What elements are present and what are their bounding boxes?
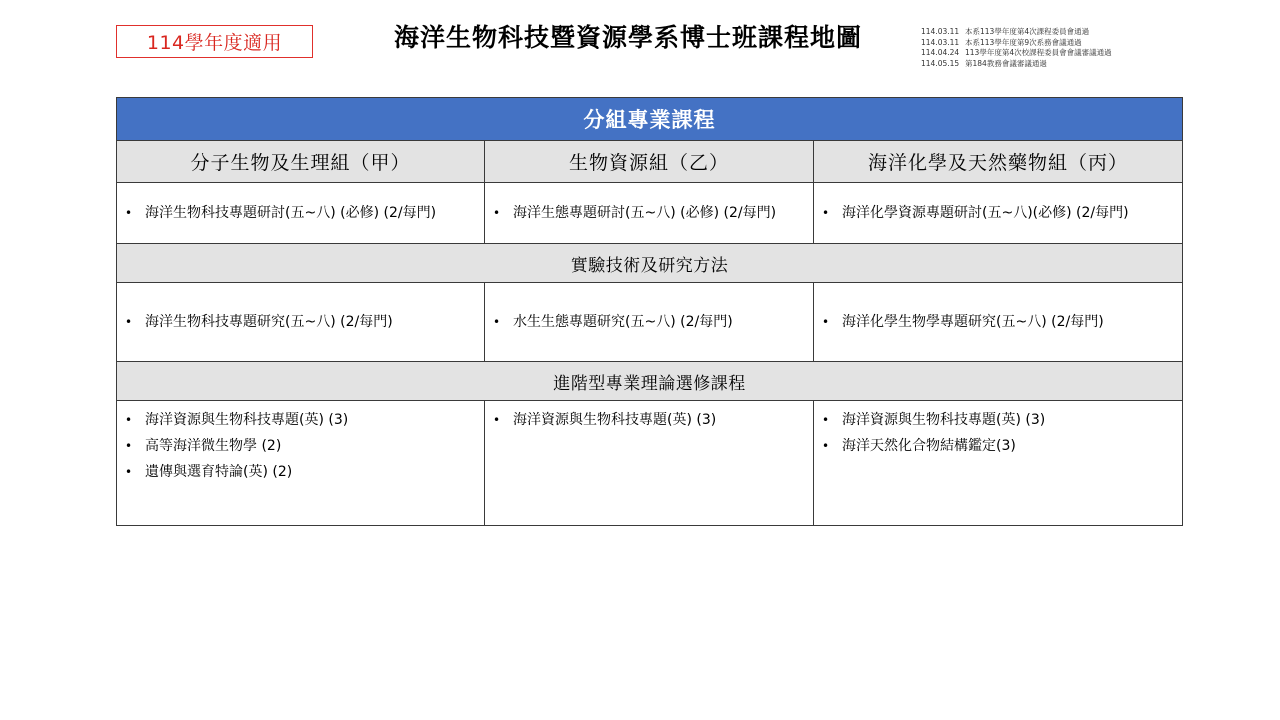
course-item: • 海洋生態專題研討(五~八) (必修) (2/每門) <box>493 200 813 226</box>
course-item: • 海洋資源與生物科技專題(英) (3) <box>125 407 484 433</box>
seminar-cell-a <box>117 183 485 244</box>
elective-cell-c <box>814 401 1183 526</box>
course-item: • 海洋生物科技專題研究(五~八) (2/每門) <box>125 309 484 335</box>
course-item: • 遺傳與選育特論(英) (2) <box>125 459 484 485</box>
approval-date: 114.03.11 <box>921 27 960 36</box>
elective-cell-b <box>485 401 814 526</box>
section-header-electives: 進階型專業理論選修課程 <box>117 362 1183 401</box>
page-title: 海洋生物科技暨資源學系博士班課程地圖 <box>394 23 863 52</box>
course-item: • 海洋資源與生物科技專題(英) (3) <box>493 407 813 433</box>
research-cell-a <box>117 283 485 362</box>
approval-date: 114.03.11 <box>921 37 960 47</box>
approval-history-row <box>921 38 1112 49</box>
approval-note: 本系113學年度第9次系務會議通過 <box>965 37 1082 47</box>
group-header-c: 海洋化學及天然藥物組（丙） <box>814 141 1183 183</box>
course-item: • 海洋化學生物學專題研究(五~八) (2/每門) <box>822 309 1182 335</box>
approval-history-row <box>921 48 1112 59</box>
approval-note: 113學年度第4次校課程委員會會議審議通過 <box>965 48 1112 57</box>
course-item: • 海洋化學資源專題研討(五~八)(必修) (2/每門) <box>822 200 1182 226</box>
academic-year-badge: 114學年度適用 <box>116 25 313 58</box>
course-item: • 海洋天然化合物結構鑑定(3) <box>822 433 1182 459</box>
approval-note: 本系113學年度第4次課程委員會通過 <box>965 27 1090 36</box>
research-cell-b <box>485 283 814 362</box>
course-item: • 水生生態專題研究(五~八) (2/每門) <box>493 309 813 335</box>
approval-history <box>921 27 1112 69</box>
course-item: • 高等海洋微生物學 (2) <box>125 433 484 459</box>
seminar-cell-c <box>814 183 1183 244</box>
approval-history-row <box>921 27 1112 38</box>
approval-date: 114.05.15 <box>921 58 960 68</box>
table-heading: 分組專業課程 <box>117 98 1183 141</box>
research-cell-c <box>814 283 1183 362</box>
group-header-a: 分子生物及生理組（甲） <box>117 141 485 183</box>
approval-history-row <box>921 59 1112 70</box>
course-map-table <box>116 97 1183 526</box>
seminar-cell-b <box>485 183 814 244</box>
course-item: • 海洋生物科技專題研討(五~八) (必修) (2/每門) <box>125 200 484 226</box>
elective-cell-a <box>117 401 485 526</box>
approval-note: 第184教務會議審議通過 <box>965 58 1047 68</box>
group-header-b: 生物資源組（乙） <box>485 141 814 183</box>
section-header-methods: 實驗技術及研究方法 <box>117 244 1183 283</box>
approval-date: 114.04.24 <box>921 48 960 57</box>
course-item: • 海洋資源與生物科技專題(英) (3) <box>822 407 1182 433</box>
